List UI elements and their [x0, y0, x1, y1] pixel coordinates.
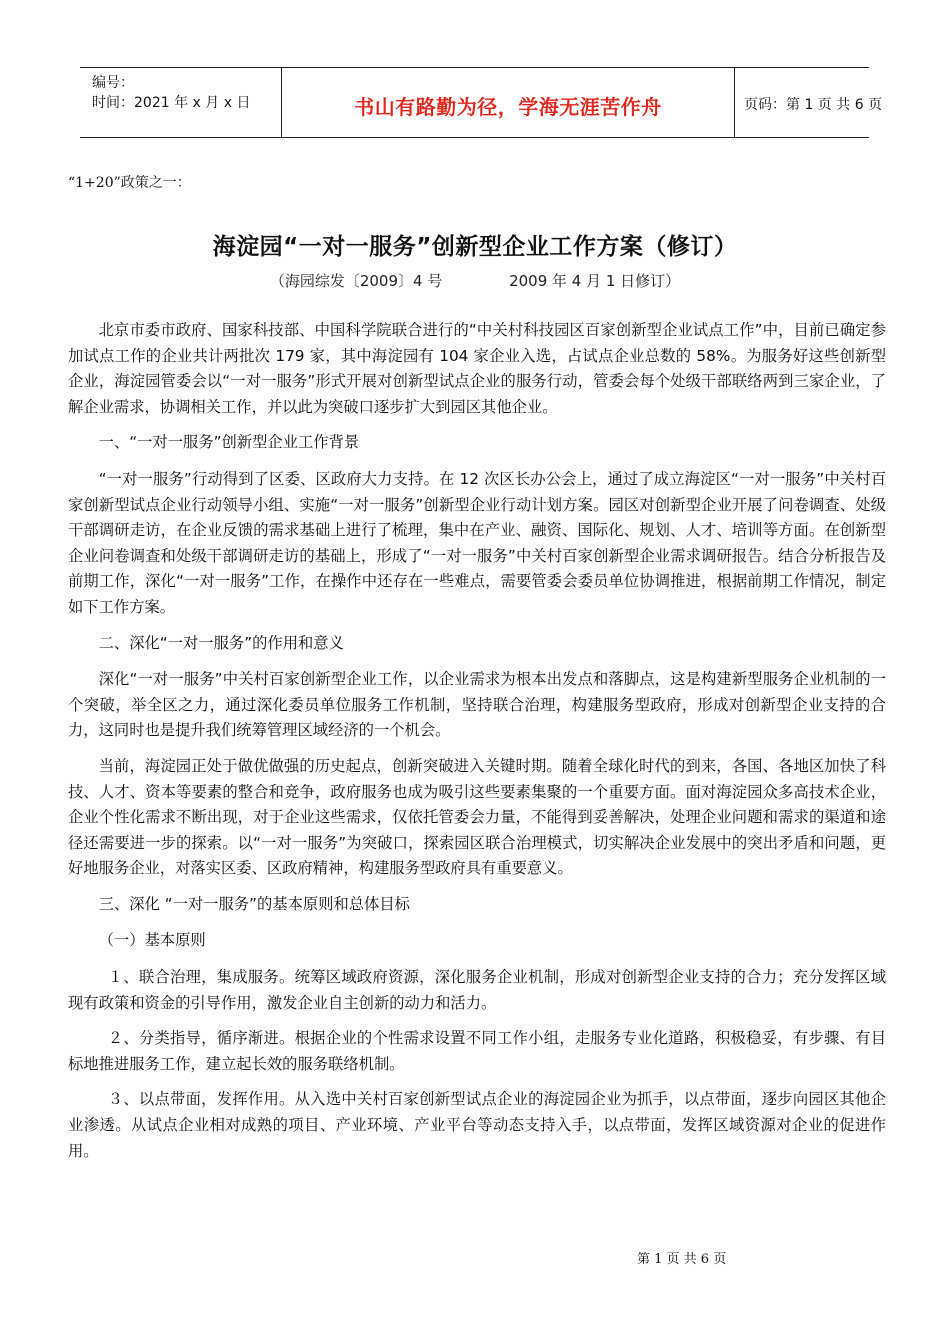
document-number-label: 编号：: [92, 75, 134, 91]
paragraph-significance-1: 深化“一对一服务”中关村百家创新型企业工作，以企业需求为根本出发点和落脚点，这是构建新型服务企业机制的一个突破，举全区之力，通过深化委员单位服务工作机制，坚持联合治理，构建服务型政府，形成对创新型企业支持的合力，这同时也是提升我们统筹管理区域经济的一个机会。: [68, 670, 886, 740]
principle-item-2: ２、分类指导，循序渐进。根据企业的个性需求设置不同工作小组，走服务专业化道路，积极稳妥，有步骤、有目标地推进服务工作，建立起长效的服务联络机制。: [68, 1029, 886, 1073]
principle-item-1: １、联合治理，集成服务。统筹区域政府资源，深化服务企业机制，形成对创新型企业支持的合力；充分发挥区域现有政策和资金的引导作用，激发企业自主创新的动力和活力。: [68, 968, 886, 1012]
paragraph-background: “一对一服务”行动得到了区委、区政府大力支持。在 12 次区长办公会上，通过了成立海淀区“一对一服务”中关村百家创新型试点企业行动领导小组、实施“一对一服务”创新型企业行动计划方案。园区对创新型企业开展了问卷调查、处级干部调研走访，在企业反馈的需求基础上进行了梳理，集中在产业、融资、国际化、规划、人才、培训等方面。在创新型企业问卷调查和处级干部调研走访的基础上，形成了“一对一服务”中关村百家创新型企业需求调研报告。结合分析报告及前期工作，深化“一对一服务”工作，在操作中还存在一些难点，需要管委会委员单位协调推进，根据前期工作情况，制定如下工作方案。: [68, 469, 886, 616]
principle-item-3: ３、以点带面，发挥作用。从入选中关村百家创新型试点企业的海淀园企业为抓手，以点带面，逐步向园区其他企业渗透。从试点企业相对成熟的项目、产业环境、产业平台等动态支持入手，以点带面，发挥区域资源对企业的促进作用。: [68, 1090, 886, 1160]
header-page-cell: [734, 68, 883, 137]
section-heading-2: 二、深化“一对一服务”的作用和意义: [98, 633, 344, 652]
document-body: [68, 318, 886, 1174]
policy-tag: “1+20”政策之一：: [68, 175, 191, 191]
paragraph-significance-2: 当前，海淀园正处于做优做强的历史起点，创新突破进入关键时期。随着全球化时代的到来，各国、各地区加快了科技、人才、资本等要素的整合和竞争，政府服务也成为吸引这些要素集聚的一个重要方面。面对海淀园众多高技术企业，企业个性化需求不断出现，对于企业这些需求，仅依托管委会力量，不能得到妥善解决，处理企业问题和需求的渠道和途径还需要进一步的探索。以“一对一服务”为突破口，探索园区联合治理模式，切实解决企业发展中的突出矛盾和问题，更好地服务企业，对落实区委、区政府精神，构建服务型政府具有重要意义。: [68, 756, 886, 878]
header-meta-cell: [80, 68, 280, 137]
header-motto-cell: [281, 68, 735, 137]
section-heading-3: 三、深化 “一对一服务”的基本原则和总体目标: [98, 894, 410, 913]
page-number-label: 页码：第 1 页 共 6 页: [744, 97, 883, 113]
document-date-label: 时间：2021 年 x 月 x 日: [92, 95, 251, 111]
page-footer: 第 1 页 共 6 页: [637, 1252, 727, 1267]
header-table: [80, 67, 883, 138]
paragraph-intro: 北京市委市政府、国家科技部、中国科学院联合进行的“中关村科技园区百家创新型企业试点工作”中，目前已确定参加试点工作的企业共计两批次 179 家，其中海淀园有 104 家企业入选，占试点企业总数的 58%。为服务好这些创新型企业，海淀园管委会以“一对一服务”形式开展对创新型试点企业的服务行动，管委会每个处级干部联络两到三家企业，了解企业需求，协调相关工作，并以此为突破口逐步扩大到园区其他企业。: [68, 321, 886, 416]
page-subtitle: （海园综发〔2009〕4 号 2009 年 4 月 1 日修订）: [269, 272, 681, 290]
section-heading-1: 一、“一对一服务”创新型企业工作背景: [98, 433, 360, 452]
subsection-heading-principles: （一）基本原则: [98, 931, 206, 950]
page-title: 海淀园“一对一服务”创新型企业工作方案（修订）: [212, 234, 738, 260]
motto-text: 书山有路勤为径，学海无涯苦作舟: [354, 95, 662, 119]
